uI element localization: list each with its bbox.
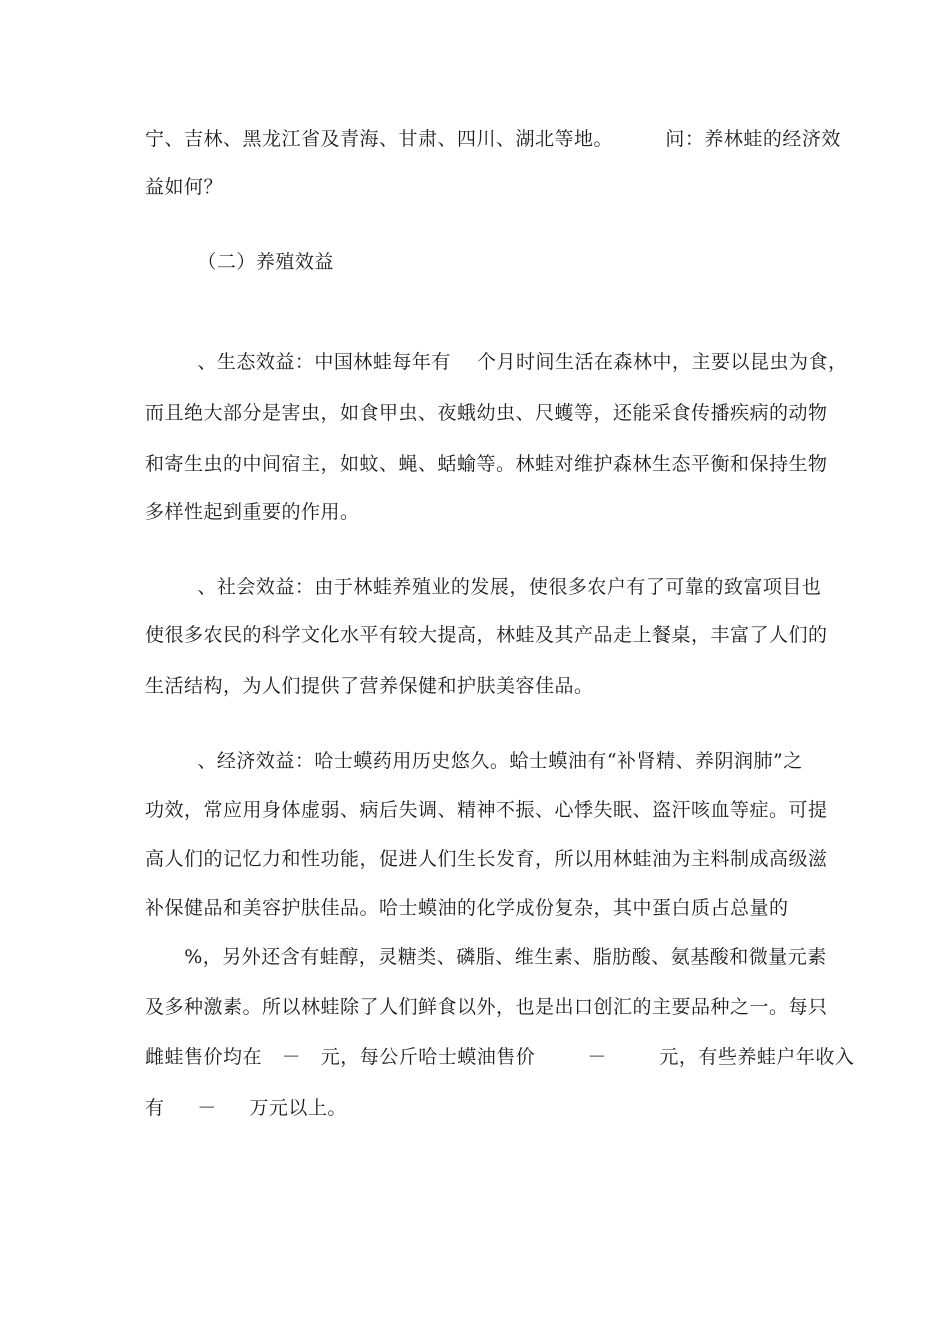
text-line-10: 生活结构，为人们提供了营养保健和护肤美容佳品。	[145, 675, 594, 697]
text-line-15: %，另外还含有蛙醇，灵糖类、磷脂、维生素、脂肪酸、氨基酸和微量元素	[145, 946, 827, 968]
text-line-6: 和寄生虫的中间宿主，如蚊、蝇、蛞蝓等。林蛙对维护森林生态平衡和保持生物	[145, 453, 828, 475]
text-line-18: 有 － 万元以上。	[145, 1097, 347, 1119]
text-line-9: 使很多农民的科学文化水平有较大提高，林蛙及其产品走上餐桌，丰富了人们的	[145, 624, 828, 646]
text-line-2: 益如何？	[145, 176, 224, 198]
text-line-11: 、经济效益：哈士蟆药用历史悠久。蛤士蟆油有“补肾精、养阴润肺”之	[145, 750, 803, 772]
text-line-16: 及多种激素。所以林蛙除了人们鲜食以外，也是出口创汇的主要品种之一。每只	[145, 996, 828, 1018]
section-heading: （二）养殖效益	[145, 251, 334, 273]
text-line-8: 、社会效益：由于林蛙养殖业的发展，使很多农户有了可靠的致富项目也	[145, 576, 822, 598]
text-line-17: 雌蛙售价均在 － 元，每公斤哈士蟆油售价 － 元，有些养蛙户年收入	[145, 1046, 855, 1068]
text-line-7: 多样性起到重要的作用。	[145, 501, 360, 523]
text-line-14: 补保健品和美容护肤佳品。哈士蟆油的化学成份复杂，其中蛋白质占总量的	[145, 897, 789, 919]
text-line-12: 功效，常应用身体虚弱、病后失调、精神不振、心悸失眠、盗汗咳血等症。可提	[145, 799, 828, 821]
text-line-5: 而且绝大部分是害虫，如食甲虫、夜蛾幼虫、尺蠖等，还能采食传播疾病的动物	[145, 402, 828, 424]
text-line-1: 宁、吉林、黑龙江省及青海、甘肃、四川、湖北等地。 问：养林蛙的经济效	[145, 128, 841, 150]
text-line-4: 、生态效益：中国林蛙每年有 个月时间生活在森林中，主要以昆虫为食，	[145, 351, 848, 373]
text-line-13: 高人们的记忆力和性功能，促进人们生长发育，所以用林蛙油为主料制成高级滋	[145, 848, 828, 870]
